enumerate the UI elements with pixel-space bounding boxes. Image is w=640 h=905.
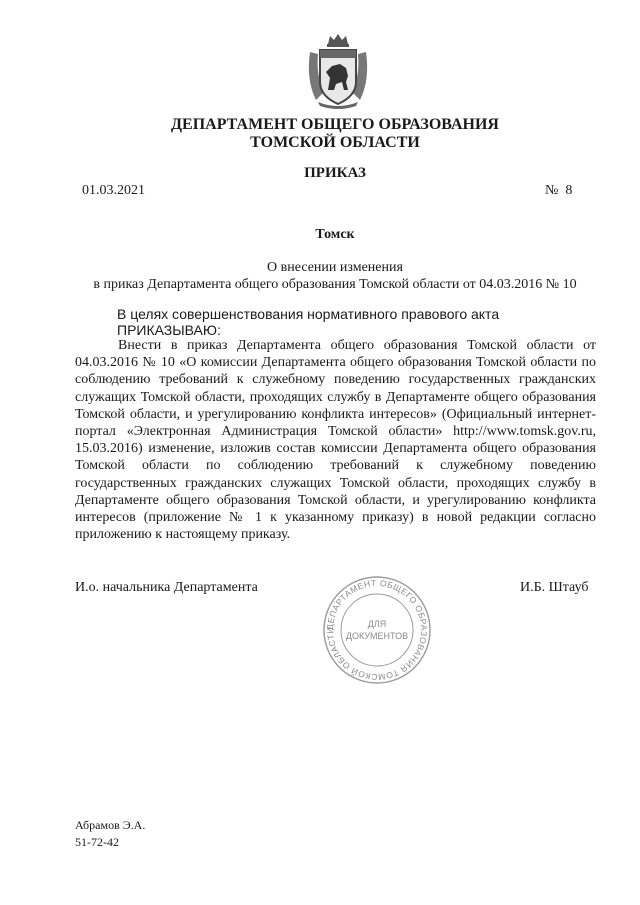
department-name-line1: ДЕПАРТАМЕНТ ОБЩЕГО ОБРАЗОВАНИЯ: [171, 116, 499, 133]
body-line: портал «Электронная Администрация Томской области» http://www.tomsk.gov.ru,: [75, 424, 596, 440]
seal-center-text-line2: ДОКУМЕНТОВ: [345, 631, 409, 641]
body-line: Томской области по соблюдению требований к служебному поведению: [75, 458, 596, 474]
body-line: приложению к настоящему приказу.: [75, 527, 291, 543]
executor-phone: 51-72-42: [75, 835, 119, 849]
executor-name: Абрамов Э.А.: [75, 818, 146, 832]
body-line: 04.03.2016 № 10 «О комиссии Департамента общего образования Томской области по: [75, 355, 596, 371]
coat-of-arms-icon: [302, 30, 374, 110]
executor-block: [75, 817, 145, 851]
order-word: ПРИКАЗЫВАЮ:: [117, 322, 221, 338]
subject-line2: в приказ Департамента общего образования Томской области от 04.03.2016 № 10: [93, 277, 577, 292]
official-seal-icon: [320, 575, 434, 685]
body-line: Томской области, и урегулированию конфликта интересов» (Официальный интернет-: [75, 406, 596, 422]
order-body: [75, 337, 596, 543]
document-city: Томск: [315, 227, 355, 242]
seal-center-text-line1: ДЛЯ: [367, 619, 387, 629]
body-line: 15.03.2016) изменение, изложив состав комиссии Департамента общего образования: [75, 441, 596, 457]
seal-ring-text: ДЕПАРТАМЕНТ ОБЩЕГО ОБРАЗОВАНИЯ ТОМСКОЙ ОБЛАСТИ: [324, 577, 430, 683]
signer-position: И.о. начальника Департамента: [75, 580, 258, 595]
body-line: служащих Томской области, проходящих службу в Департаменте общего образования: [75, 389, 596, 405]
signer-name: И.Б. Штауб: [520, 580, 589, 595]
department-name-line2: ТОМСКОЙ ОБЛАСТИ: [250, 134, 420, 151]
document-date: 01.03.2021: [82, 183, 145, 198]
body-line: Департаменте общего образования Томской области, и урегулированию конфликта: [75, 492, 596, 508]
body-line: Внести в приказ Департамента общего образования Томской области от: [118, 338, 596, 353]
document-type: ПРИКАЗ: [304, 165, 366, 181]
body-line: государственных гражданских служащих Томской области, проходящих службу в: [75, 475, 596, 491]
body-line: интересов (приложение № 1 к указанному приказу) в новой редакции согласно: [75, 510, 596, 526]
body-line: соблюдению требований к служебному поведению государственных гражданских: [75, 372, 596, 388]
subject-line1: О внесении изменения: [267, 260, 403, 275]
document-number: № 8: [545, 183, 573, 198]
preamble-text: В целях совершенствования нормативного правового акта: [117, 306, 500, 322]
